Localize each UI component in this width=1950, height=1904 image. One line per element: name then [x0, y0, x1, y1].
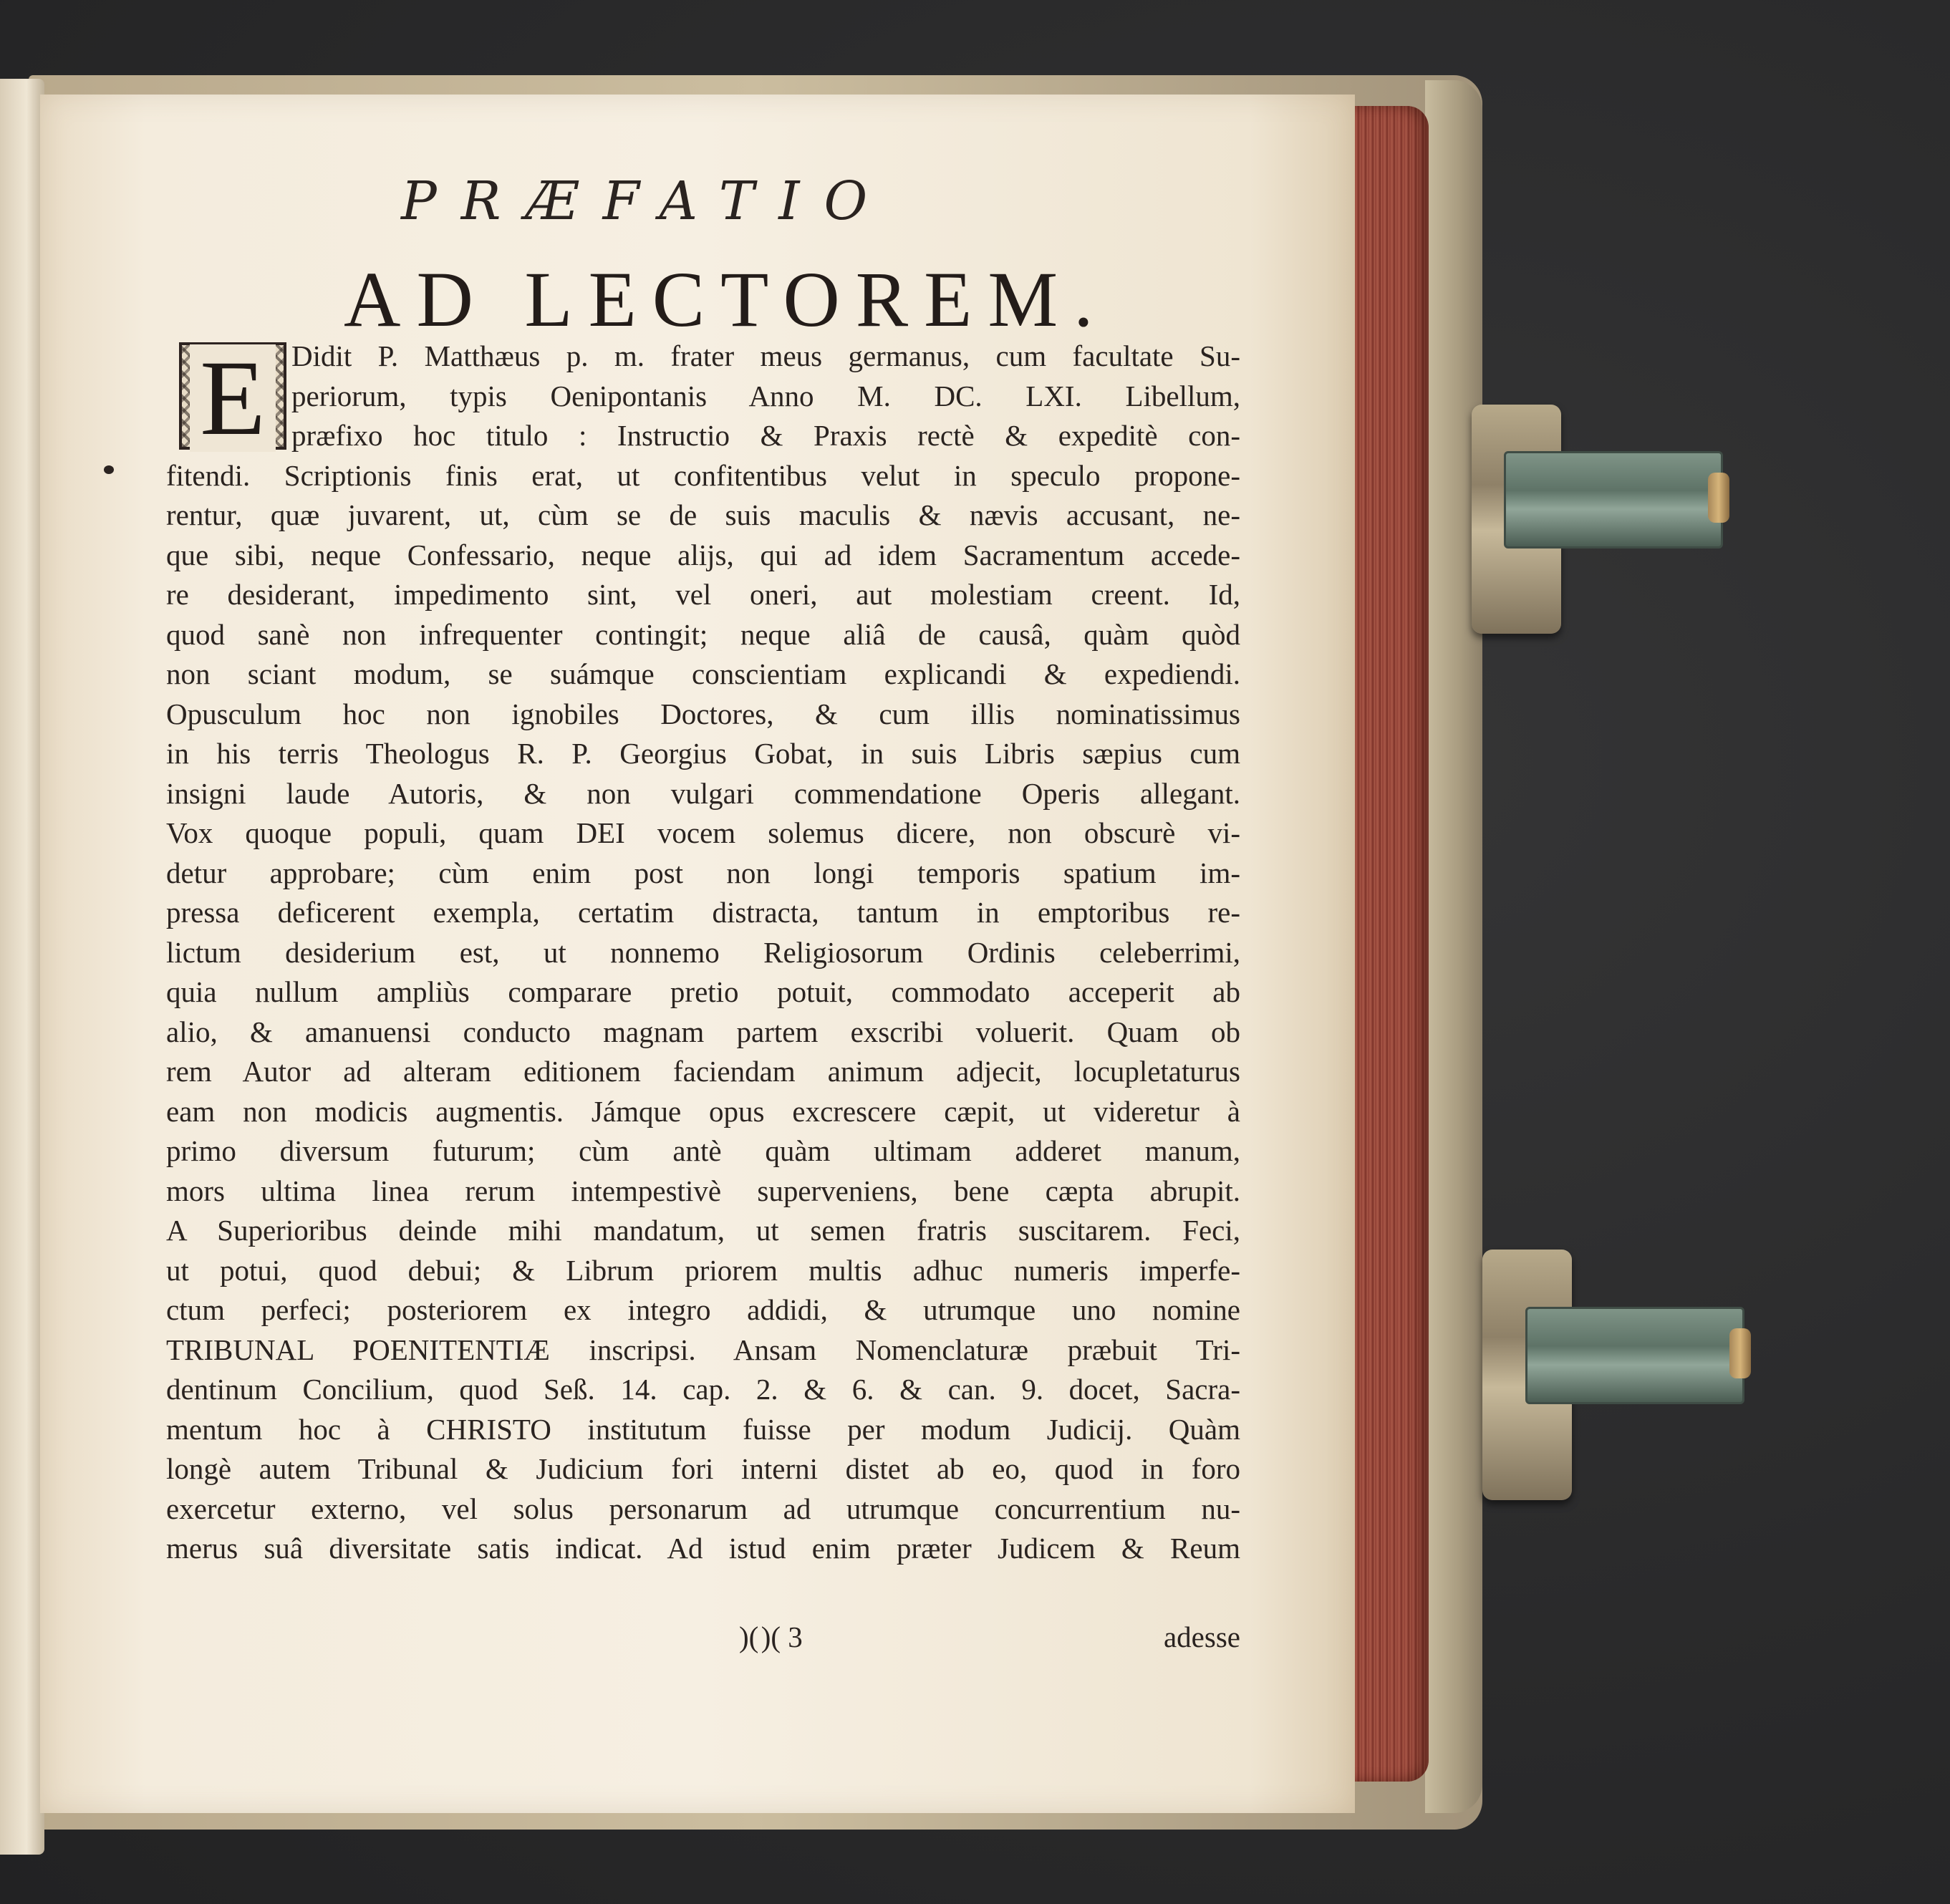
text-line: quia nullum ampliùs comparare pretio potuit, commodato acceperit ab	[166, 975, 1240, 1008]
text-line: exercetur externo, vel solus personarum ad utrumque concurrentium nu-	[166, 1492, 1240, 1525]
upper-clasp-plate	[1504, 451, 1723, 549]
page-block-edge	[1346, 106, 1429, 1782]
text-line: rem Autor ad alteram editionem faciendam animum adjecit, locupletaturus	[166, 1055, 1240, 1088]
text-line: merus suâ diversitate satis indicat. Ad istud enim præter Judicem & Reum	[166, 1532, 1240, 1565]
text-line: in his terris Theologus R. P. Georgius Gobat, in suis Libris sæpius cum	[166, 737, 1240, 770]
text-line: Vox quoque populi, quam DEI vocem solemus dicere, non obscurè vi-	[166, 816, 1240, 849]
text-line: re desiderant, impedimento sint, vel oneri, aut molestiam creent. Id,	[166, 578, 1240, 611]
text-line: eam non modicis augmentis. Jámque opus excrescere cæpit, ut videretur à	[166, 1094, 1240, 1128]
text-line: ctum perfeci; posteriorem ex integro addidi, & utrumque uno nomine	[166, 1293, 1240, 1326]
text-line: ut potui, quod debui; & Librum priorem multis adhuc numeris imperfe-	[166, 1253, 1240, 1287]
text-line: quod sanè non infrequenter contingit; neque aliâ de causâ, quàm quòd	[166, 617, 1240, 651]
text-line: lictum desiderium est, ut nonnemo Religiosorum Ordinis celeberrimi,	[166, 935, 1240, 969]
text-line: non sciant modum, se suámque conscientiam explicandi & expediendi.	[166, 657, 1240, 690]
text-line: alio, & amanuensi conducto magnam partem exscribi voluerit. Quam ob	[166, 1015, 1240, 1048]
heading-ad-lectorem: AD LECTOREM.	[344, 256, 1109, 343]
text-line: Opusculum hoc non ignobiles Doctores, & cum illis nominatissimus	[166, 697, 1240, 730]
text-line: que sibi, neque Confessario, neque alijs, qui ad idem Sacramentum accede-	[166, 538, 1240, 571]
text-line: primo diversum futurum; cùm antè quàm ultimam adderet manum,	[166, 1134, 1240, 1167]
text-line: mors ultima linea rerum intempestivè superveniens, bene cæpta abrupit.	[166, 1174, 1240, 1207]
text-line: pressa deficerent exempla, certatim distracta, tantum in emptoribus re-	[166, 896, 1240, 929]
text-line: longè autem Tribunal & Judicium fori interni distet ab eo, quod in foro	[166, 1452, 1240, 1485]
drop-cap-letter: E	[190, 344, 276, 452]
text-line: mentum hoc à CHRISTO institutum fuisse per modum Judicij. Quàm	[166, 1412, 1240, 1446]
preface-body-text	[166, 337, 1240, 1569]
text-line: insigni laude Autoris, & non vulgari commendatione Operis allegant.	[166, 776, 1240, 810]
text-line: Didit P. Matthæus p. m. frater meus germanus, cum facultate Su-	[291, 339, 1240, 372]
signature-mark: )( )( 3	[739, 1620, 803, 1653]
lower-clasp-pin	[1729, 1328, 1751, 1378]
margin-ink-mark	[104, 465, 114, 474]
lower-clasp-plate	[1525, 1307, 1744, 1404]
text-line: periorum, typis Oenipontanis Anno M. DC. LXI. Libellum,	[291, 379, 1240, 412]
catchword: adesse	[1163, 1620, 1240, 1653]
text-line: præfixo hoc titulo : Instructio & Praxis rectè & expeditè con-	[291, 419, 1240, 452]
text-line: detur approbare; cùm enim post non longi temporis spatium im-	[166, 856, 1240, 889]
facing-page-edge	[0, 79, 44, 1855]
text-line: TRIBUNAL POENITENTIÆ inscripsi. Ansam Nomenclaturæ præbuit Tri-	[166, 1333, 1240, 1366]
book-board-edge	[1425, 80, 1482, 1813]
text-line: A Superioribus deinde mihi mandatum, ut semen fratris suscitarem. Feci,	[166, 1214, 1240, 1247]
text-line: rentur, quæ juvarent, ut, cùm se de suis maculis & nævis accusant, ne-	[166, 498, 1240, 531]
upper-clasp-pin	[1708, 473, 1729, 523]
text-line: dentinum Concilium, quod Seß. 14. cap. 2. & 6. & can. 9. docet, Sacra-	[166, 1373, 1240, 1406]
heading-praefatio: PRÆFATIO	[401, 170, 892, 232]
text-line: fitendi. Scriptionis finis erat, ut confitentibus velut in speculo propone-	[166, 458, 1240, 492]
